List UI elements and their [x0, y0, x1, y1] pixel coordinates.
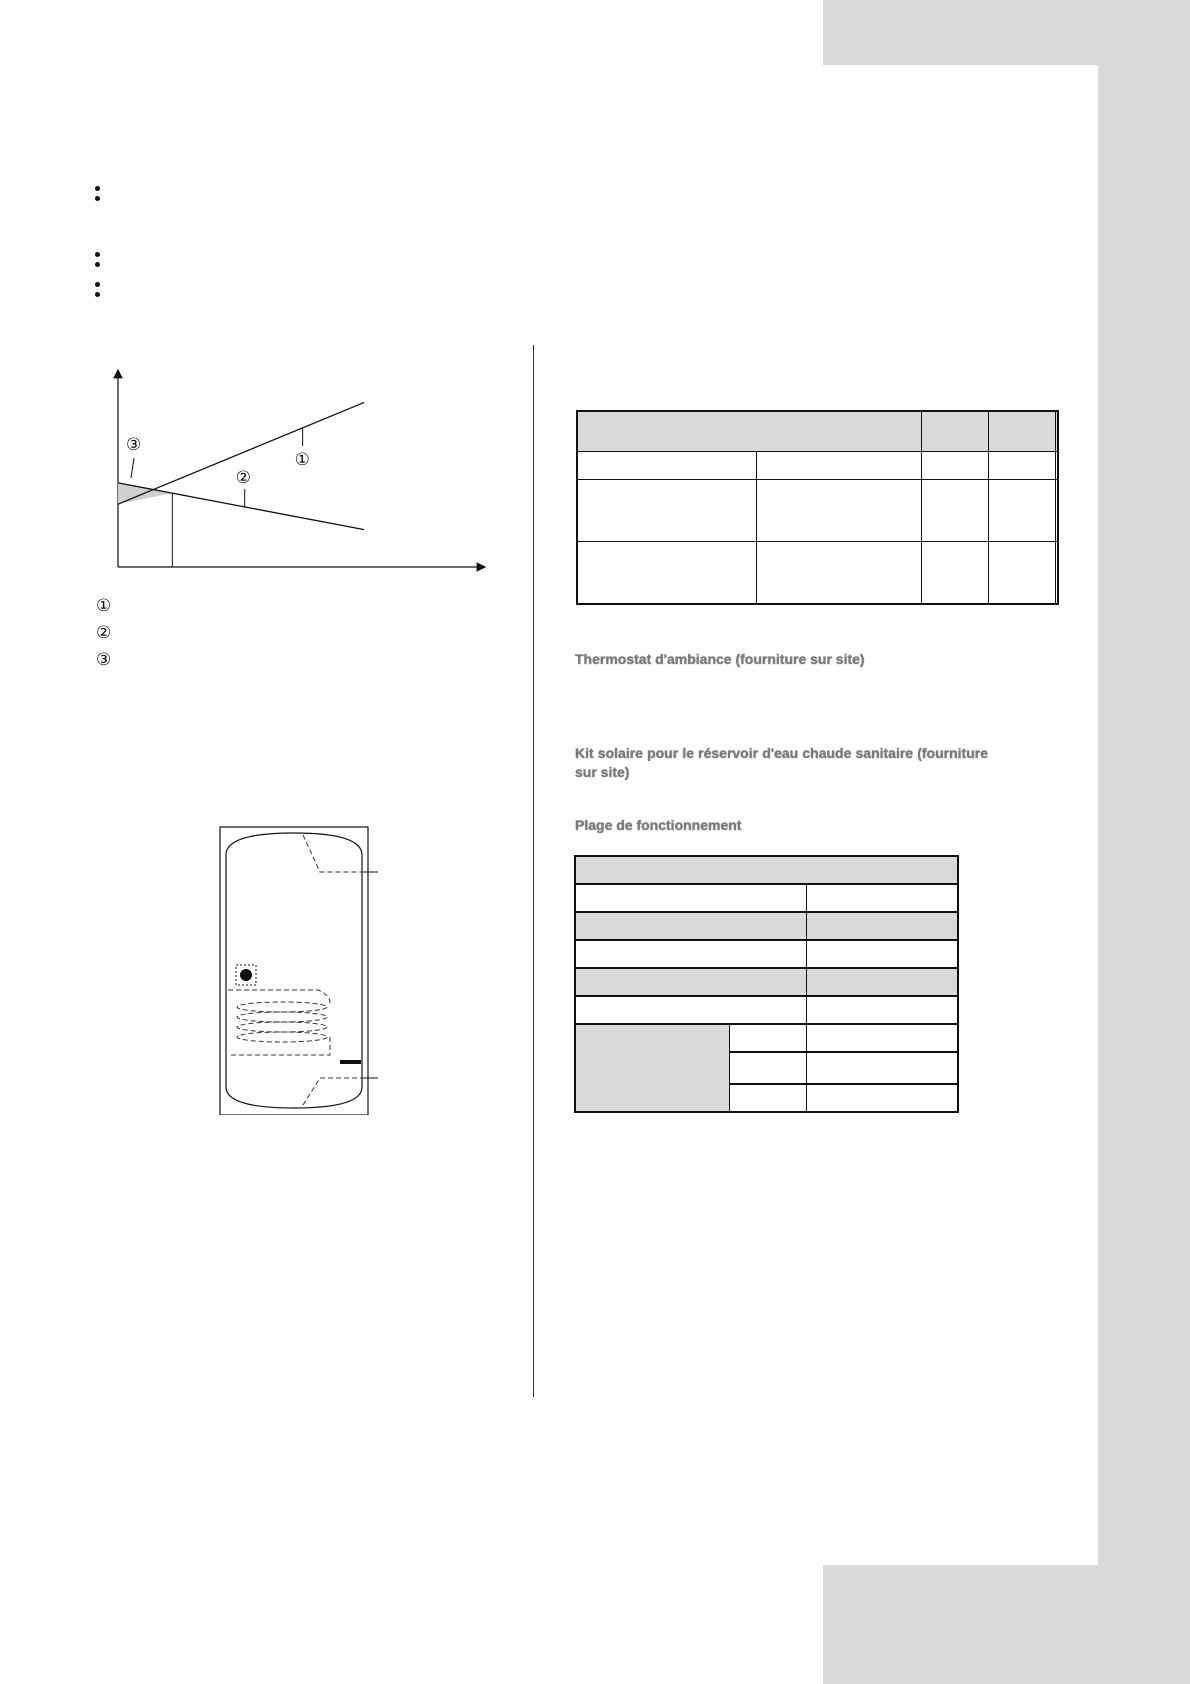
table-header-cell: [577, 411, 922, 452]
table-cell: [807, 912, 959, 940]
bottom-port-dashed: [303, 1078, 363, 1105]
table-cell: [989, 452, 1056, 480]
thermostat-label: Thermostat d'ambiance (fourniture sur site): [575, 651, 865, 667]
table-cell: [729, 1084, 806, 1112]
table-cell: [729, 1052, 806, 1084]
table-row: [575, 912, 958, 940]
table-row: [575, 996, 958, 1024]
bullet-icon: [95, 252, 101, 268]
solar-kit-label: Kit solaire pour le réservoir d'eau chaude sanitaire (fourniture sur site): [575, 745, 988, 780]
table-row: [575, 856, 958, 884]
table-cell: [575, 912, 807, 940]
side-strip: [1098, 65, 1190, 1565]
table-row: [575, 1024, 958, 1052]
table-cell: [577, 480, 757, 542]
table-cell: [757, 542, 922, 605]
table-cell: [577, 542, 757, 605]
table-cell: [922, 480, 989, 542]
table-row: [577, 480, 1058, 542]
tank-diagram: [218, 825, 388, 1115]
side-tab-bottom: [823, 1565, 1190, 1684]
leader-3: [131, 458, 134, 478]
table-cell: [807, 1052, 959, 1084]
table-cell: [807, 1084, 959, 1112]
table-cell: [922, 542, 989, 605]
table-cell: [989, 542, 1056, 605]
annotation-label-1: ①: [294, 449, 310, 470]
legend-marker-1: ①: [96, 596, 112, 615]
table-cell: [989, 480, 1056, 542]
table-cell: [575, 996, 807, 1024]
bullet-icon: [95, 186, 101, 202]
operating-range-label: Plage de fonctionnement: [575, 817, 742, 833]
table-cell: [757, 480, 922, 542]
legend-marker-3: ③: [96, 650, 112, 669]
table-cell: [575, 940, 807, 968]
table-row: [577, 542, 1058, 605]
operating-range-table: [574, 855, 959, 1113]
table-cell: [757, 452, 922, 480]
bullet-icon: [95, 282, 101, 298]
table-cell: [807, 1024, 959, 1052]
column-divider: [533, 345, 534, 1397]
coil-inlet-dashed: [228, 990, 330, 1003]
table-row: [577, 411, 1058, 452]
table-cell: [577, 452, 757, 480]
legend-marker-2: ②: [96, 623, 112, 642]
table-cell: [807, 884, 959, 912]
table-row: [575, 968, 958, 996]
table-cell: [807, 940, 959, 968]
table-header-cell: [989, 411, 1056, 452]
top-port-dashed: [303, 835, 363, 872]
table-row: [577, 452, 1058, 480]
table-cell: [575, 1024, 729, 1112]
table-cell: [575, 968, 807, 996]
table-cell: [922, 452, 989, 480]
temperature-chart: [100, 360, 500, 580]
table-cell: [1056, 480, 1058, 542]
annotation-label-2: ②: [235, 467, 251, 488]
table-row: [575, 940, 958, 968]
annotation-label-3: ③: [126, 435, 142, 455]
side-tab-top: [823, 0, 1190, 65]
table-cell: [575, 884, 807, 912]
table-cell: [1056, 452, 1058, 480]
table-header-cell: [575, 856, 958, 884]
table-cell: [807, 968, 959, 996]
table-header-cell: [1056, 411, 1058, 452]
heat-exchanger-coil: [237, 1002, 327, 1042]
series-line-1: [118, 402, 364, 504]
table-header-cell: [922, 411, 989, 452]
table-cell: [729, 1024, 806, 1052]
table-cell: [807, 996, 959, 1024]
sensor-icon: [240, 969, 252, 981]
table-cell: [1056, 542, 1058, 605]
series-line-2: [118, 483, 364, 530]
spec-table: [576, 410, 1059, 605]
table-row: [575, 884, 958, 912]
